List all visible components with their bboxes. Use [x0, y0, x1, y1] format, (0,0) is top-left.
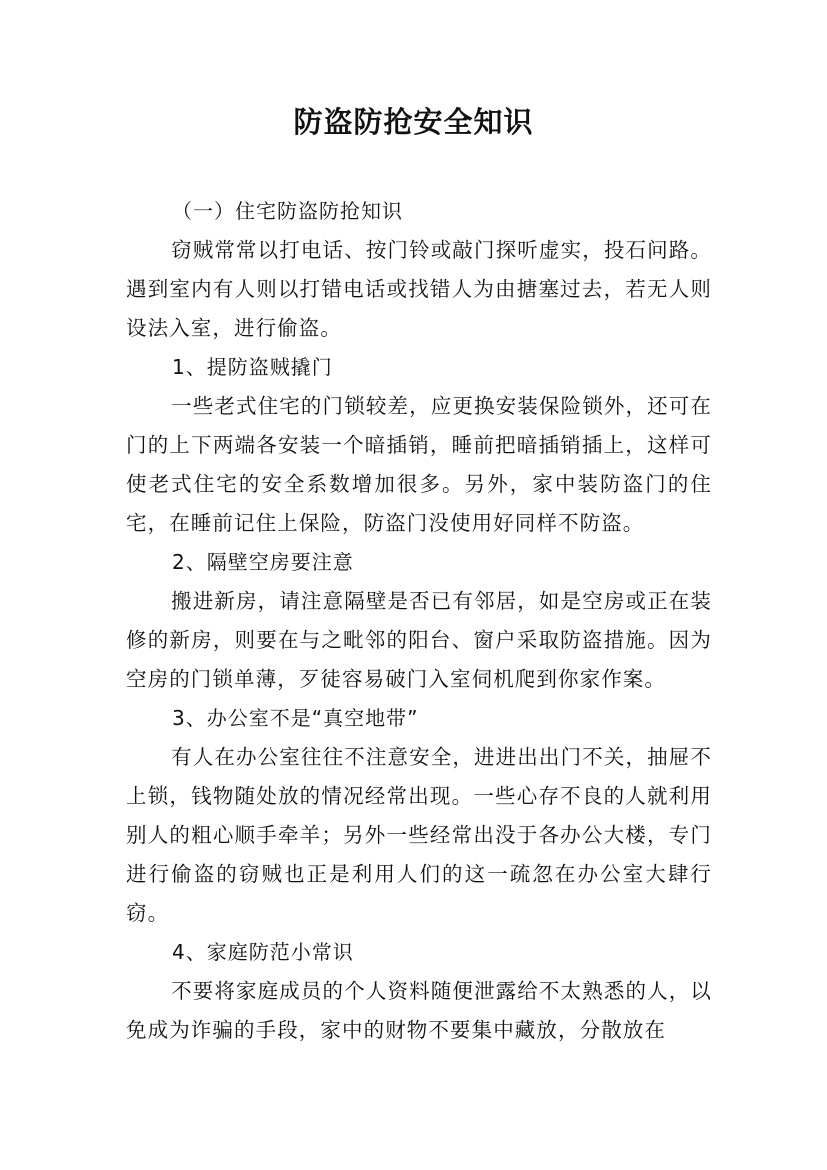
item-heading-2: 2、隔壁空房要注意: [172, 550, 354, 574]
document-title: 防盗防抢安全知识: [293, 105, 534, 139]
item-heading-1: 1、提防盗贼撬门: [172, 355, 333, 379]
item-paragraph-2: 搬进新房，请注意隔壁是否已有邻居，如是空房或正在装修的新房，则要在与之毗邻的阳台、窗户采取防盗措施。因为空房的门锁单薄，歹徒容易破门入室伺机爬到你家作案。: [126, 589, 712, 691]
item-heading-4: 4、家庭防范小常识: [172, 940, 354, 964]
item-heading-3: 3、办公室不是“真空地带”: [172, 706, 419, 730]
item-paragraph-4: 不要将家庭成员的个人资料随便泄露给不太熟悉的人，以免成为诈骗的手段，家中的财物不要集中藏放，分散放在: [126, 979, 712, 1042]
intro-paragraph: 窃贼常常以打电话、按门铃或敲门探听虚实，投石问路。遇到室内有人则以打错电话或找错人为由搪塞过去，若无人则设法入室，进行偷盗。: [126, 238, 712, 340]
section-heading: （一）住宅防盗防抢知识: [172, 199, 403, 223]
document-body: [126, 192, 712, 1050]
item-paragraph-3: 有人在办公室往往不注意安全，进进出出门不关，抽屉不上锁，钱物随处放的情况经常出现。一些心存不良的人就利用别人的粗心顺手牵羊；另外一些经常出没于各办公大楼，专门进行偷盗的窃贼也正是利用人们的这一疏忽在办公室大肆行窃。: [126, 745, 712, 925]
item-paragraph-1: 一些老式住宅的门锁较差，应更换安装保险锁外，还可在门的上下两端各安装一个暗插销，睡前把暗插销插上，这样可使老式住宅的安全系数增加很多。另外，家中装防盗门的住宅，在睡前记住上保险，防盗门没使用好同样不防盗。: [126, 394, 712, 535]
